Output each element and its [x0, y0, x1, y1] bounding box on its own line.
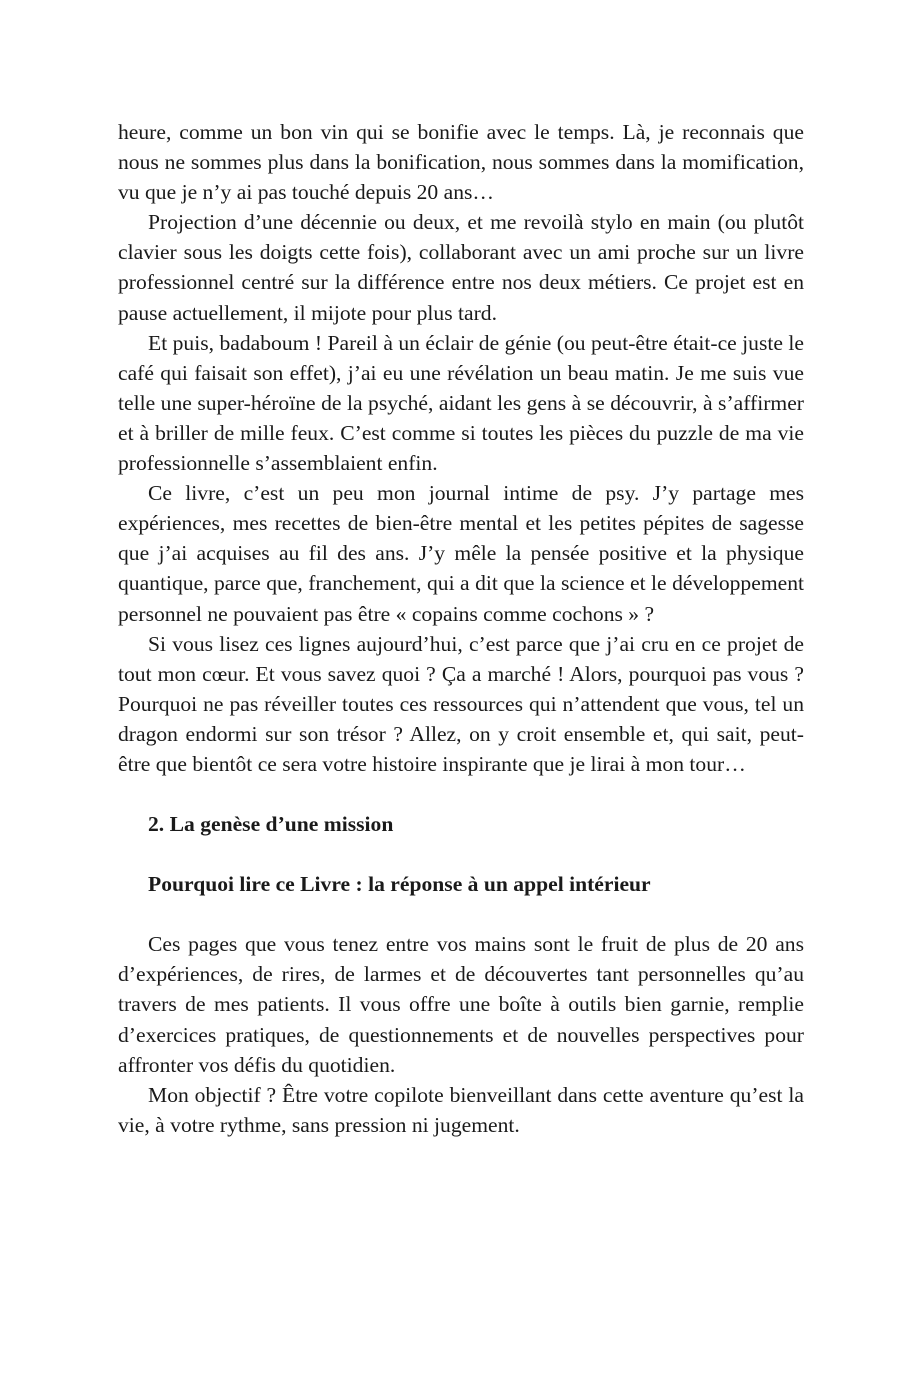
subsection-heading: Pourquoi lire ce Livre : la réponse à un appel intérieur — [148, 872, 651, 897]
section-heading: 2. La genèse d’une mission — [148, 812, 394, 837]
body-paragraph: Si vous lisez ces lignes aujourd’hui, c’est parce que j’ai cru en ce projet de tout mon cœur. Et vous savez quoi ? Ça a marché ! Alors, pourquoi pas vous ? Pourquoi ne pas réveiller toutes ces ressources qui n’attendent que vous, tel un dragon endormi sur son trésor ? Allez, on y croit ensemble et, qui sait, peut-être que bientôt ce sera votre histoire inspirante que je lirai à mon tour… — [118, 631, 804, 776]
body-paragraph: Et puis, badaboum ! Pareil à un éclair de génie (ou peut-être était-ce juste le café qui faisait son effet), j’ai eu une révélation un beau matin. Je me suis vue telle une super-héroïne de la psyché, aidant les gens à se découvrir, à s’affirmer et à briller de mille feux. C’est comme si toutes les pièces du puzzle de ma vie professionnelle s’assemblaient enfin. — [118, 330, 804, 476]
body-paragraph: Projection d’une décennie ou deux, et me revoilà stylo en main (ou plutôt clavier sous les doigts cette fois), collaborant avec un ami proche sur un livre professionnel centré sur la différence entre nos deux métiers. Ce projet est en pause actuellement, il mijote pour plus tard. — [118, 210, 804, 325]
body-paragraph: Mon objectif ? Être votre copilote bienveillant dans cette aventure qu’est la vie, à votre rythme, sans pression ni jugement. — [118, 1082, 804, 1137]
body-paragraph: heure, comme un bon vin qui se bonifie avec le temps. Là, je reconnais que nous ne sommes plus dans la bonification, nous sommes dans la momification, vu que je n’y ai pas touché depuis 20 ans… — [118, 120, 804, 205]
book-page — [118, 117, 804, 1140]
body-paragraph: Ce livre, c’est un peu mon journal intime de psy. J’y partage mes expériences, mes recettes de bien-être mental et les petites pépites de sagesse que j’ai acquises au fil des ans. J’y mêle la pensée positive et la physique quantique, parce que, franchement, qui a dit que la science et le développement personnel ne pouvaient pas être « copains comme cochons » ? — [118, 481, 804, 626]
body-paragraph: Ces pages que vous tenez entre vos mains sont le fruit de plus de 20 ans d’expériences, de rires, de larmes et de découvertes tant personnelles qu’au travers de mes patients. Il vous offre une boîte à outils bien garnie, remplie d’exercices pratiques, de questionnements et de nouvelles perspectives pour affronter vos défis du quotidien. — [118, 932, 804, 1077]
section-body — [118, 929, 804, 1140]
